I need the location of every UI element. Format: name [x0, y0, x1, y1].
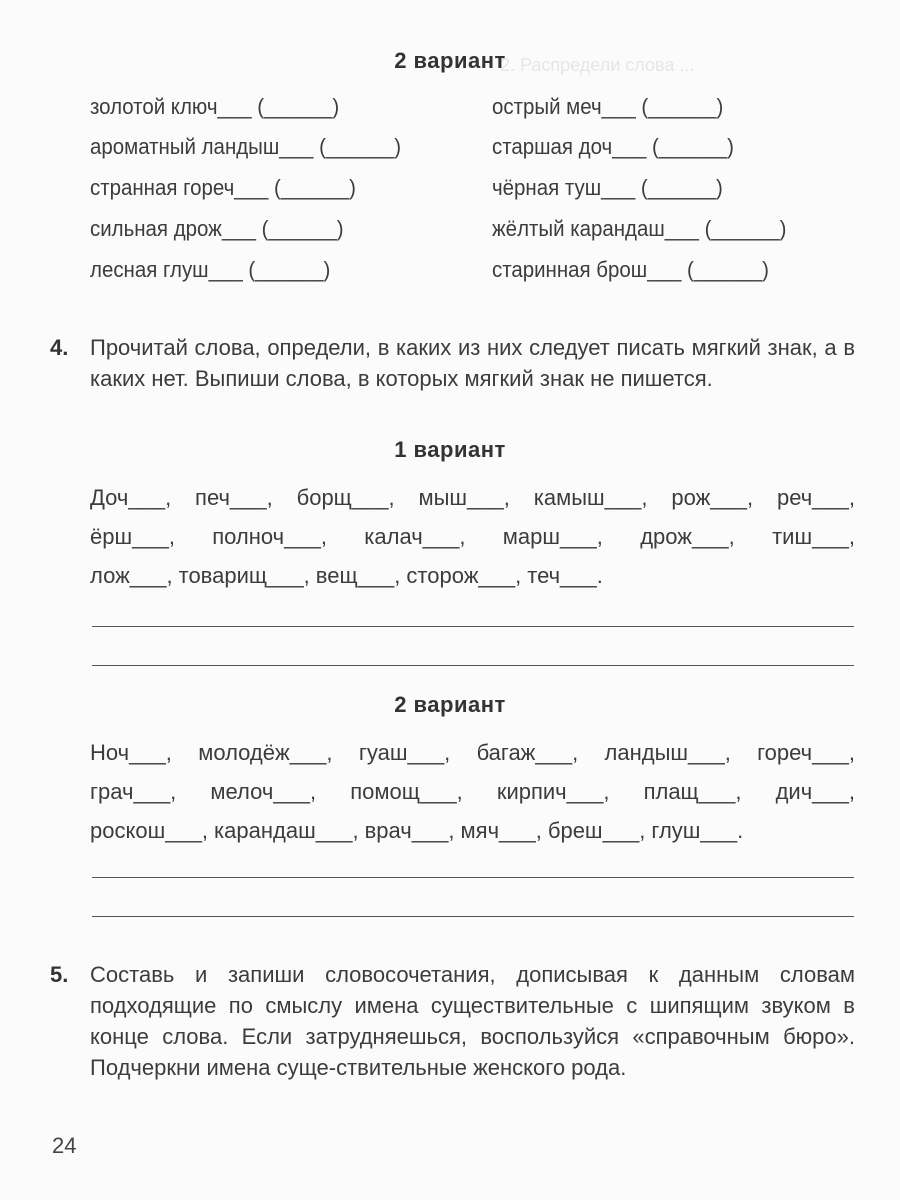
word: дич___, [775, 779, 855, 804]
answer-line[interactable] [92, 877, 854, 878]
task-4 [50, 332, 855, 394]
word: карандаш___, [214, 818, 359, 843]
word: бреш___, [547, 818, 646, 843]
word: помощ___, [350, 779, 463, 804]
task-number: 4. [50, 335, 69, 360]
word: гуаш___, [358, 740, 451, 765]
word-line [90, 772, 855, 811]
word: вещ___, [315, 563, 401, 588]
word-line [90, 478, 855, 517]
word-line [90, 811, 855, 850]
word: реч___, [776, 485, 855, 510]
word: тиш___, [772, 524, 855, 549]
word-pair: лесная глуш___ (______) [90, 257, 331, 282]
word-pair: старшая доч___ (______) [492, 134, 734, 159]
word: камыш___, [533, 485, 648, 510]
word-pair: сильная дрож___ (______) [90, 216, 344, 241]
word: багаж___, [476, 740, 579, 765]
word: товарищ___, [178, 563, 310, 588]
word-pair: чёрная туш___ (______) [492, 175, 723, 200]
word-pair: странная гореч___ (______) [90, 175, 356, 200]
word: печ___, [195, 485, 273, 510]
variant2-heading: 2 вариант [394, 692, 506, 717]
word-line [90, 556, 855, 595]
word: грач___, [90, 779, 177, 804]
answer-line[interactable] [92, 665, 854, 666]
word-pair: острый меч___ (______) [492, 94, 724, 119]
word: кирпич___, [496, 779, 610, 804]
variant2-word-list [90, 733, 855, 850]
word: врач___, [364, 818, 455, 843]
task-instructions: Прочитай слова, определи, в каких из них следует писать мягкий знак, а в каких нет. Выпиши слова, в которых мягкий знак не пишется. [90, 335, 855, 391]
word: марш___, [502, 524, 603, 549]
word: калач___, [364, 524, 466, 549]
word: роскош___, [90, 818, 209, 843]
word: сторож___, [406, 563, 522, 588]
word-pair: золотой ключ___ (______) [90, 94, 340, 119]
word: ландыш___, [604, 740, 731, 765]
word: борщ___, [296, 485, 395, 510]
word: лож___, [90, 563, 173, 588]
word: мелоч___, [210, 779, 317, 804]
task-5 [50, 959, 855, 1083]
task-number: 5. [50, 962, 69, 987]
variant1-word-list [90, 478, 855, 595]
word-pair: ароматный ландыш___ (______) [90, 134, 402, 159]
variant2-top-heading: 2 вариант [394, 48, 506, 73]
bleed-through-text: 2. Распредели слова ... [500, 55, 695, 75]
word: мыш___, [418, 485, 510, 510]
word: дрож___, [640, 524, 735, 549]
word: ёрш___, [90, 524, 175, 549]
page-number: 24 [52, 1133, 77, 1158]
word: гореч___, [757, 740, 855, 765]
word: молодёж___, [198, 740, 333, 765]
word: Доч___, [90, 485, 172, 510]
word: теч___. [527, 563, 603, 588]
word: мяч___, [460, 818, 542, 843]
variant1-heading: 1 вариант [394, 437, 506, 462]
word-line [90, 733, 855, 772]
word-pair: жёлтый карандаш___ (______) [492, 216, 787, 241]
word-line [90, 517, 855, 556]
answer-line[interactable] [92, 626, 854, 627]
answer-line[interactable] [92, 916, 854, 917]
word: Ноч___, [90, 740, 172, 765]
word: глуш___. [651, 818, 744, 843]
word: рож___, [671, 485, 754, 510]
word: плащ___, [643, 779, 742, 804]
word-pair: старинная брош___ (______) [492, 257, 769, 282]
task-instructions: Составь и запиши словосочетания, дописывая к данным словам подходящие по смыслу имена существительные с шипящим звуком в конце слова. Если затрудняешься, воспользуйся «справочным бюро». Подчеркни имена суще-ствительные женского рода. [90, 962, 855, 1080]
word: полноч___, [212, 524, 327, 549]
